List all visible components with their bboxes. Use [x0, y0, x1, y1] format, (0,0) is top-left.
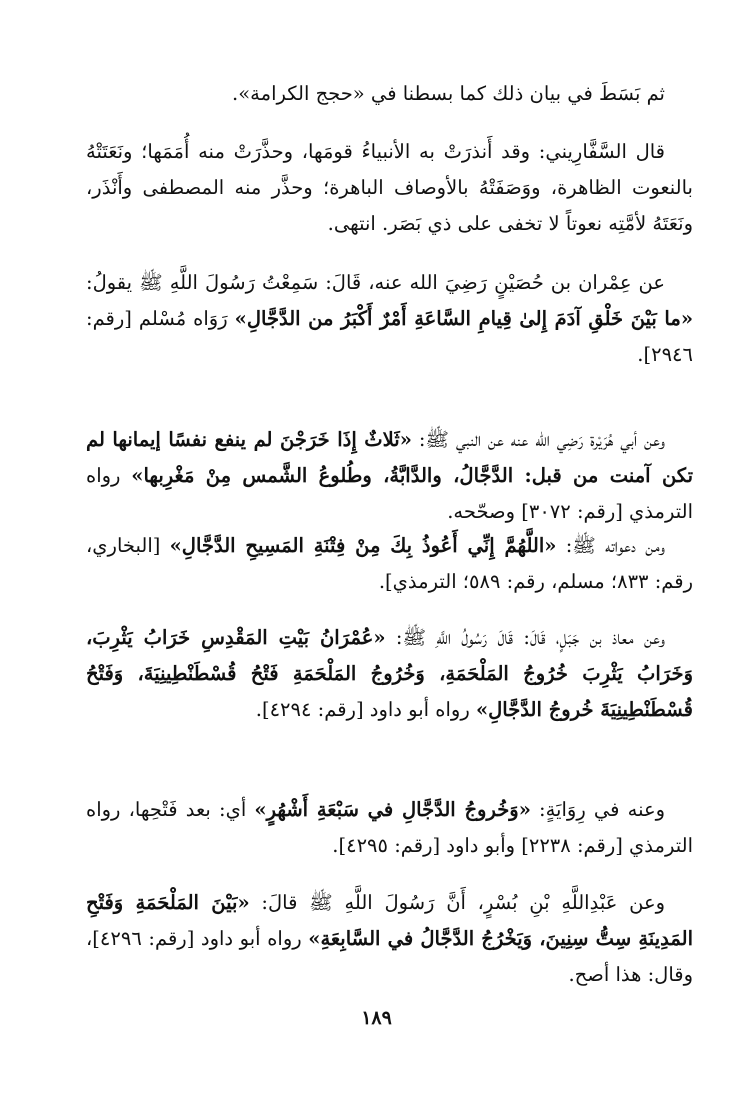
hadith-quote: «ما بَيْنَ خَلْقِ آدَمَ إِلىٰ قِيامِ السَّاعَةِ أَمْرٌ أَكْبَرُ من الدَّجَّالِ» — [234, 307, 694, 330]
hadith-quote: «ثَلاثٌ إِذَا خَرَجْنَ لم ينفع نفسًا إيمانها لم تكن آمنت من قبل: الدَّجَّالُ، والدَّابَّةُ، وطُلوعُ الشَّمس مِنْ مَغْرِبها» — [86, 428, 693, 487]
paragraph-text: وعن معاذ بن جَبَلٍ، قَالَ: قَالَ رَسُولُ اللَّهِ ﷺ: — [385, 626, 665, 649]
paragraph-text: [البخاري، رقم: ٨٣٣؛ مسلم، رقم: ٥٨٩؛ الترمذي]. — [86, 534, 693, 593]
paragraph-5 — [86, 528, 693, 600]
hadith-quote: «وَخُروجُ الدَّجَّالِ في سَبْعَةِ أَشْهُرٍ» — [254, 798, 531, 821]
paragraph-text: وعن عَبْدِاللَّهِ بْنِ بُسْرٍ، أَنَّ رَسُولَ اللَّهِ ﷺ قالَ: — [249, 891, 665, 914]
paragraph-2 — [86, 134, 693, 242]
paragraph-text: رواه أبو داود [رقم: ٤٢٩٤]. — [255, 698, 476, 721]
paragraph-text: وعنه في رِوَايَةٍ: — [530, 798, 666, 821]
paragraph-text: رواه أبو داود [رقم: ٤٢٩٦]، وقال: هذا أصح. — [86, 927, 693, 986]
hadith-quote: «اللَّهُمَّ إِنِّي أَعُوذُ بِكَ مِنْ فِتْنَةِ المَسِيحِ الدَّجَّالِ» — [169, 534, 557, 557]
paragraph-text: رَوَاه مُسْلم [رقم: ٢٩٤٦]. — [86, 307, 693, 366]
paragraph-text: عن عِمْران بن حُصَيْنٍ رَضِيَ الله عنه، قَالَ: سَمِعْتُ رَسُولَ اللَّهِ ﷺ يقولُ: — [86, 271, 665, 294]
paragraph-3 — [86, 265, 693, 373]
paragraph-text: ومن دعواته ﷺ: — [556, 534, 665, 557]
paragraph-7 — [86, 792, 693, 864]
paragraph-text: رواه الترمذي [رقم: ٣٠٧٢] وصحّحه. — [86, 464, 693, 523]
hadith-quote: «عُمْرَانُ بَيْتِ المَقْدِسِ خَرَابُ يَثْرِبَ، وَخَرَابُ يَثْرِبَ خُرُوجُ المَلْحَمَةِ، وَخُرُوجُ المَلْحَمَةِ فَتْحُ قُسْطَنْطِينِيَةَ، وَفَتْحُ قُسْطَنْطِينِيَةَ خُروجُ الدَّجَّالِ» — [86, 626, 693, 721]
paragraph-text: وعن أبي هُرَيْرة رَضِي الله عنه عن النبي ﷺ: — [411, 428, 665, 451]
paragraph-text: قال السَّفَّارِيني: وقد أَنذرَتْ به الأنبياءُ قومَها، وحذَّرَتْ منه أُمَمَها؛ ونَعَتَتْهُ بالنعوت الظاهرة، ووَصَفَتْهُ بالأوصاف الباهرة؛ وحذَّر منه المصطفى وأَنْذَر، ونَعَتَهُ لأمَّتِه نعوتاً لا تخفى على ذي بَصَر. انتهى. — [86, 140, 693, 235]
page-number: ١٨٩ — [361, 1007, 392, 1029]
hadith-quote: «بَيْنَ المَلْحَمَةِ وَفَتْحِ المَدِينَةِ سِتُّ سِنِينَ، وَيَخْرُجُ الدَّجَّالُ في السَّابِعَةِ» — [86, 891, 693, 950]
paragraph-text: أي: بعد فَتْحِها، رواه الترمذي [رقم: ٢٢٣٨] وأبو داود [رقم: ٤٢٩٥]. — [86, 798, 693, 857]
paragraph-6 — [86, 620, 693, 728]
paragraph-text: ثم بَسَطَ في بيان ذلك كما بسطنا في «حجج الكرامة». — [232, 82, 665, 105]
paragraph-8 — [86, 885, 693, 993]
paragraph-4 — [86, 422, 693, 530]
paragraph-1 — [86, 76, 693, 112]
